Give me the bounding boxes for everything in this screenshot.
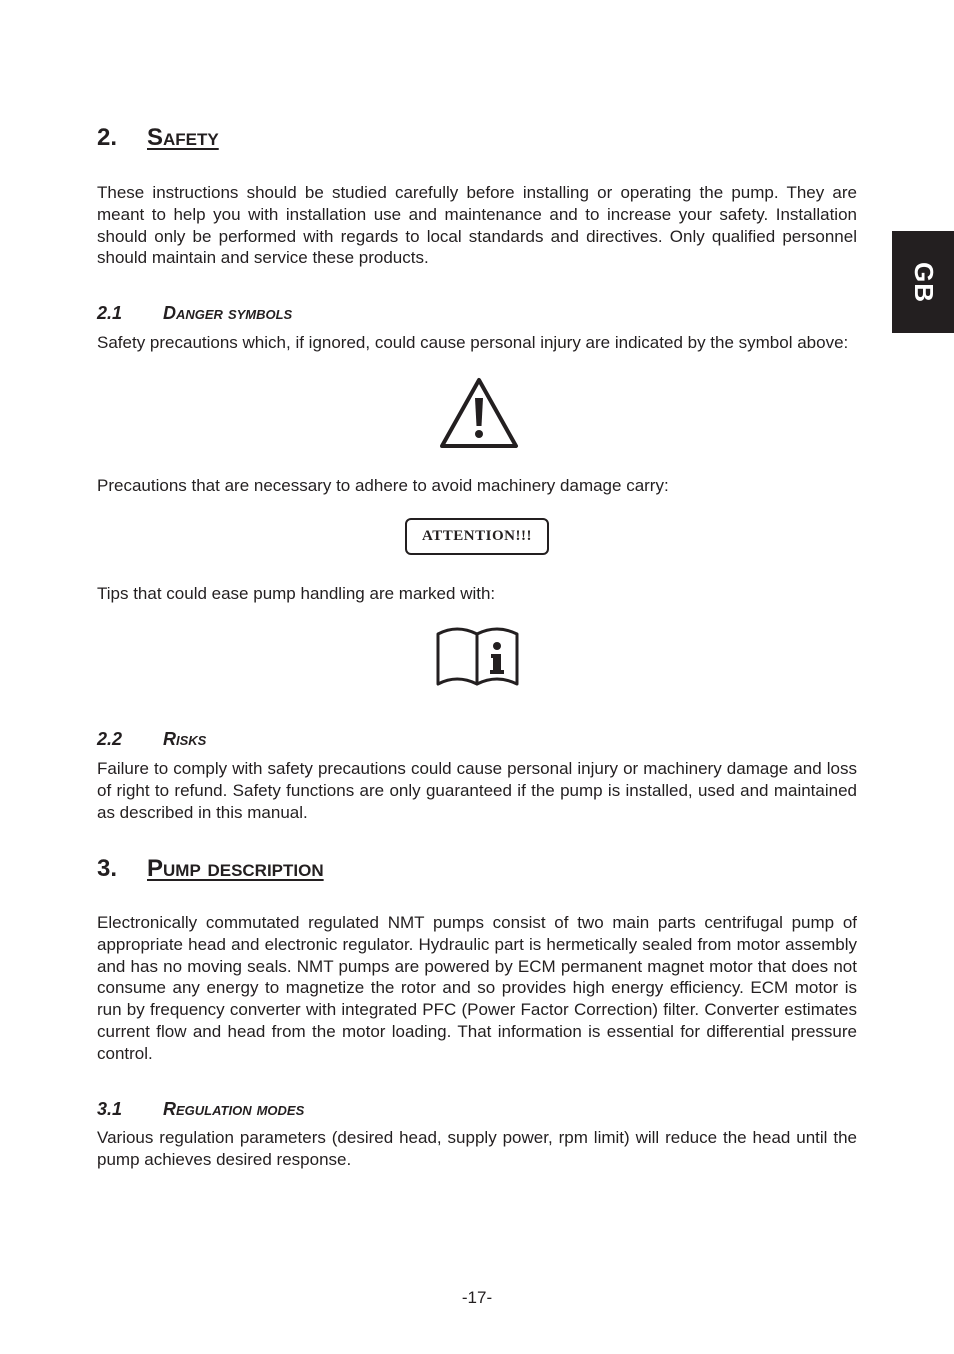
heading-regulation-modes	[97, 1098, 304, 1120]
pump-description-text: Electronically commutated regulated NMT pumps consist of two main parts centrifugal pump of appropriate head and electronic regulator. Hydraulic part is hermetically sealed from motor assembly and has no moving seals. NMT pumps are powered by ECM permanent magnet motor that does not consume any energy to magnetize the rotor and so provides high energy efficiency. ECM motor is run by frequency converter with integrated PFC (Power Factor Correction) filter. Converter estimates current flow and head from the motor loading. That information is essential for differential pressure control.	[97, 913, 857, 1063]
heading-title: Risks	[163, 729, 207, 749]
heading-title: Safety	[147, 124, 219, 151]
safety-intro: These instructions should be studied carefully before installing or operating the pump. They are meant to help you with installation use and maintenance and to increase your safety. Installation should only be performed with regards to local standards and directives. Only qualified personnel should maintain and service these products.	[97, 183, 857, 268]
heading-number: 3.1	[97, 1099, 123, 1119]
machinery-damage-text: Precautions that are necessary to adhere to avoid machinery damage carry:	[97, 476, 669, 495]
language-tab-label: GB	[908, 261, 939, 303]
info-book-icon	[435, 626, 521, 695]
heading-title: Danger symbols	[163, 303, 293, 323]
heading-title: Regulation modes	[163, 1099, 305, 1119]
heading-number: 2.1	[97, 303, 123, 323]
heading-safety	[97, 124, 219, 152]
heading-number: 2.	[97, 124, 118, 151]
page-number: -17-	[461, 1288, 493, 1307]
warning-triangle-icon	[438, 376, 520, 455]
attention-label: ATTENTION!!!	[422, 528, 532, 544]
danger-symbols-text: Safety precautions which, if ignored, could cause personal injury are indicated by the symbol above:	[97, 333, 849, 352]
heading-pump-description	[97, 855, 324, 883]
language-tab	[892, 231, 954, 333]
heading-danger-symbols	[97, 302, 292, 324]
tips-text: Tips that could ease pump handling are marked with:	[97, 584, 496, 603]
attention-label-box	[405, 518, 549, 555]
heading-number: 2.2	[97, 729, 123, 749]
heading-number: 3.	[97, 855, 118, 882]
heading-risks	[97, 728, 206, 750]
regulation-modes-text: Various regulation parameters (desired head, supply power, rpm limit) will reduce the head until the pump achieves desired response.	[97, 1128, 857, 1169]
risks-text: Failure to comply with safety precautions could cause personal injury or machinery damage and loss of right to refund. Safety functions are only guaranteed if the pump is installed, used and maintained as described in this manual.	[97, 759, 857, 822]
heading-title: Pump description	[147, 855, 324, 882]
